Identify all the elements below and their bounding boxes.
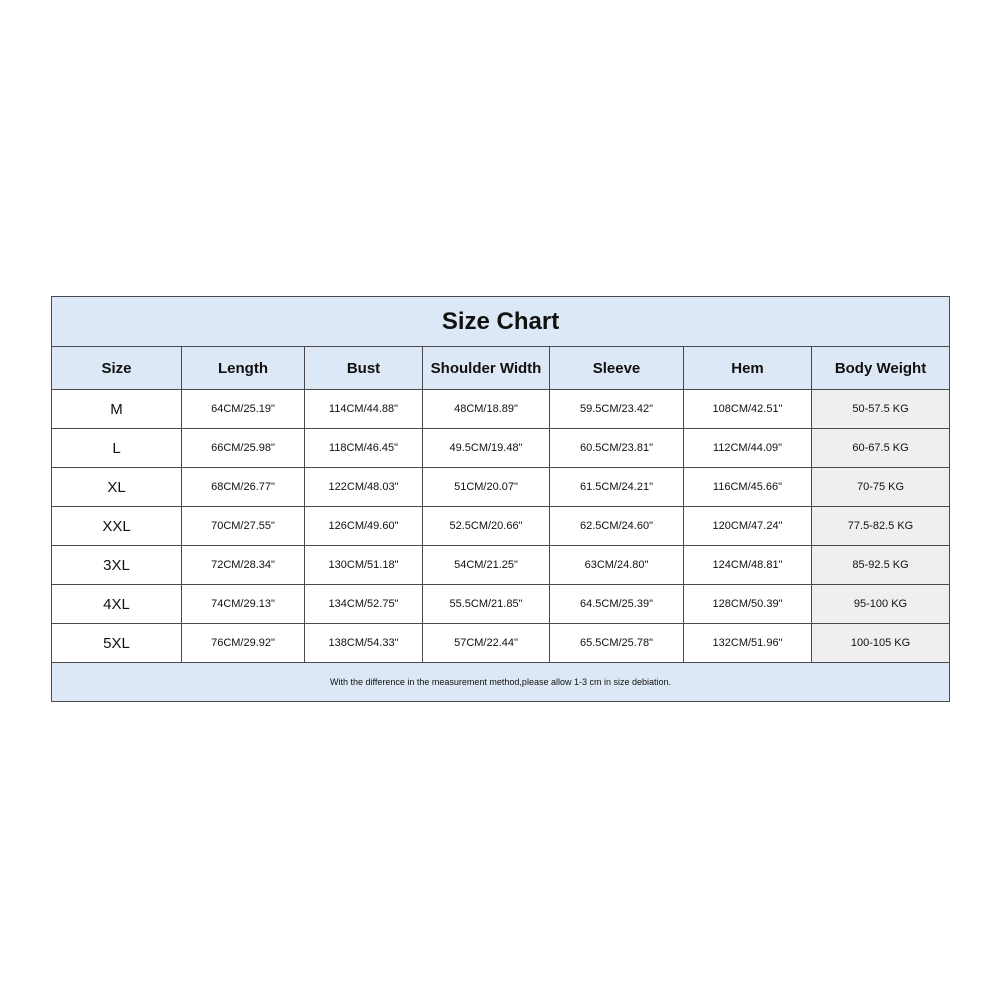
length-cell: 76CM/29.92" [182, 624, 305, 663]
length-cell: 64CM/25.19" [182, 390, 305, 429]
sleeve-cell: 59.5CM/23.42" [550, 390, 684, 429]
table-row-l [52, 429, 950, 468]
header-hem: Hem [684, 347, 812, 390]
header-row [52, 347, 950, 390]
sleeve-cell: 62.5CM/24.60" [550, 507, 684, 546]
length-cell: 70CM/27.55" [182, 507, 305, 546]
bust-cell: 138CM/54.33" [305, 624, 423, 663]
shoulder-width-cell: 55.5CM/21.85" [423, 585, 550, 624]
sleeve-cell: 63CM/24.80" [550, 546, 684, 585]
body-weight-cell: 60-67.5 KG [812, 429, 950, 468]
size-cell: M [52, 390, 182, 429]
header-body-weight: Body Weight [812, 347, 950, 390]
hem-cell: 112CM/44.09" [684, 429, 812, 468]
shoulder-width-cell: 57CM/22.44" [423, 624, 550, 663]
body-weight-cell: 77.5-82.5 KG [812, 507, 950, 546]
size-cell: XL [52, 468, 182, 507]
measurement-note: With the difference in the measurement method,please allow 1-3 cm in size debiation. [52, 663, 950, 702]
chart-title: Size Chart [52, 297, 950, 347]
length-cell: 72CM/28.34" [182, 546, 305, 585]
header-bust: Bust [305, 347, 423, 390]
shoulder-width-cell: 52.5CM/20.66" [423, 507, 550, 546]
hem-cell: 128CM/50.39" [684, 585, 812, 624]
bust-cell: 134CM/52.75" [305, 585, 423, 624]
body-weight-cell: 100-105 KG [812, 624, 950, 663]
header-shoulder-width: Shoulder Width [423, 347, 550, 390]
hem-cell: 108CM/42.51" [684, 390, 812, 429]
header-sleeve: Sleeve [550, 347, 684, 390]
size-chart-table [51, 296, 950, 702]
hem-cell: 124CM/48.81" [684, 546, 812, 585]
size-cell: XXL [52, 507, 182, 546]
size-cell: 3XL [52, 546, 182, 585]
table-row-5xl [52, 624, 950, 663]
shoulder-width-cell: 51CM/20.07" [423, 468, 550, 507]
table-row-m [52, 390, 950, 429]
size-cell: 5XL [52, 624, 182, 663]
title-row [52, 297, 950, 347]
shoulder-width-cell: 48CM/18.89" [423, 390, 550, 429]
length-cell: 68CM/26.77" [182, 468, 305, 507]
hem-cell: 116CM/45.66" [684, 468, 812, 507]
body-weight-cell: 95-100 KG [812, 585, 950, 624]
header-size: Size [52, 347, 182, 390]
bust-cell: 114CM/44.88" [305, 390, 423, 429]
size-cell: L [52, 429, 182, 468]
length-cell: 74CM/29.13" [182, 585, 305, 624]
body-weight-cell: 50-57.5 KG [812, 390, 950, 429]
sleeve-cell: 64.5CM/25.39" [550, 585, 684, 624]
shoulder-width-cell: 49.5CM/19.48" [423, 429, 550, 468]
sleeve-cell: 65.5CM/25.78" [550, 624, 684, 663]
body-weight-cell: 70-75 KG [812, 468, 950, 507]
table-row-3xl [52, 546, 950, 585]
size-cell: 4XL [52, 585, 182, 624]
body-weight-cell: 85-92.5 KG [812, 546, 950, 585]
bust-cell: 130CM/51.18" [305, 546, 423, 585]
shoulder-width-cell: 54CM/21.25" [423, 546, 550, 585]
hem-cell: 120CM/47.24" [684, 507, 812, 546]
bust-cell: 126CM/49.60" [305, 507, 423, 546]
table-row-xxl [52, 507, 950, 546]
sleeve-cell: 60.5CM/23.81" [550, 429, 684, 468]
bust-cell: 122CM/48.03" [305, 468, 423, 507]
table-row-4xl [52, 585, 950, 624]
bust-cell: 118CM/46.45" [305, 429, 423, 468]
note-row [52, 663, 950, 702]
sleeve-cell: 61.5CM/24.21" [550, 468, 684, 507]
length-cell: 66CM/25.98" [182, 429, 305, 468]
table-row-xl [52, 468, 950, 507]
header-length: Length [182, 347, 305, 390]
hem-cell: 132CM/51.96" [684, 624, 812, 663]
